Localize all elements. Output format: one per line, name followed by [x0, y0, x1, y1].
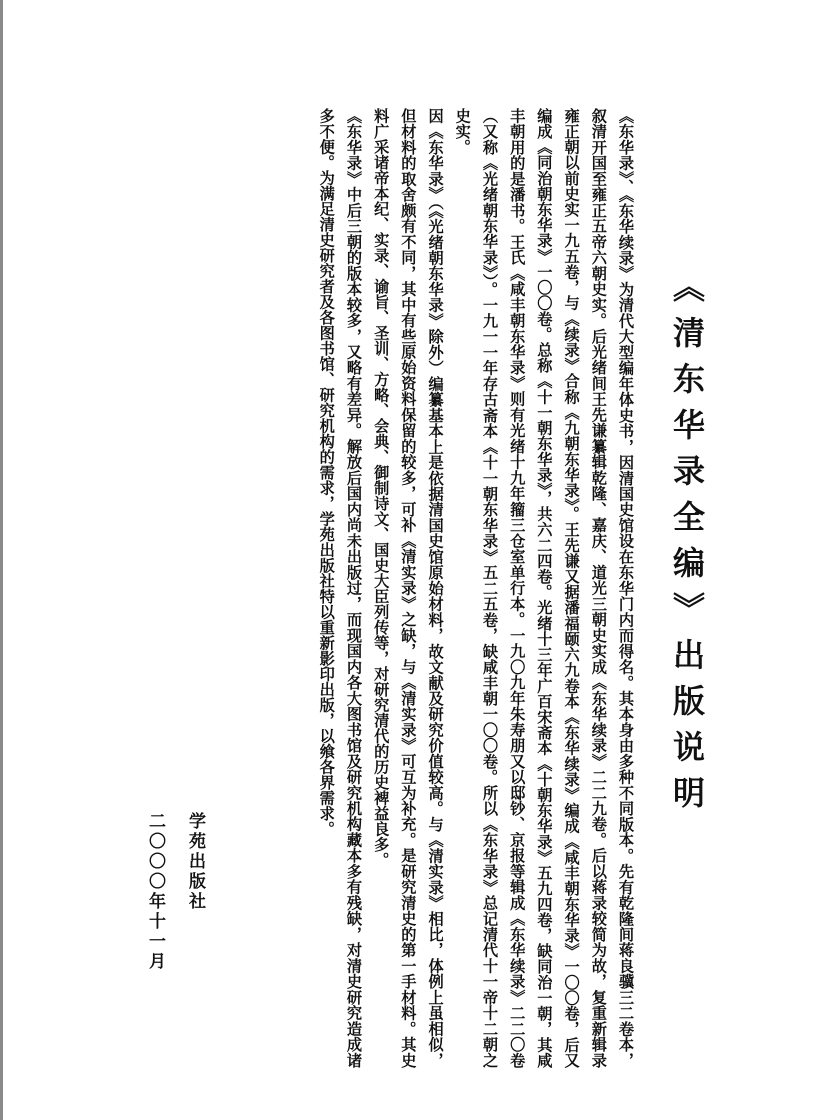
paragraph-1: 《东华录》、《东华续录》为清代大型编年体史书，因清国史馆设在东华门内而得名。其本身由多种不同版本。先有乾隆间蒋良骥三二卷本，叙清开国至雍正五帝六朝史实。后光绪间王先谦纂辑乾隆、嘉庆、道光三朝史实成《东华续录》二二九卷。后以蒋录较简为故，复重新辑录雍正朝以前史实一九五卷，与《续录》合称《九朝东华录》。王先谦又据潘福颐六九卷本《东华续录》编成《咸丰朝东华录》一〇〇卷，后又编成《同治朝东华录》一〇〇卷。总称《十一朝东华录》，共六二四卷。光绪十三年广百宋斋本《十朝东华录》五九四卷，缺同治一朝，其咸丰朝用的是潘书。王氏《咸丰朝东华录》则有光绪十九年籀三仓室单行本。一九〇九年朱寿朋又以邸钞、京报等辑成《东华续录》二二〇卷（又称《光绪朝东华录》）。一九一一年存古斋本《十一朝东华录》五二五卷，缺咸丰朝一〇〇卷。所以《东华录》总记清代十一帝十二朝之史实。: [453, 108, 635, 1068]
page-edge-line: [0, 0, 3, 1120]
paragraph-3: 《东华录》中后三朝的版本较多，又略有差异。解放后国内尚未出版过，而现国内各大图书馆及研究机构藏本多有残缺，对清史研究造成诸多不便。为满足清史研究者及各图书馆、研究机构的需求，学苑出版社特以重新影印出版，以飨各界需求。: [317, 108, 363, 1068]
signature-date: 二〇〇〇年十一月: [145, 812, 165, 972]
body-text: [244, 108, 639, 1068]
page-title: 《清东华录全编》出版说明: [668, 270, 706, 822]
publisher-signature: 学苑出版社: [185, 812, 205, 912]
paragraph-2: 因《东华录》（《光绪朝东华录》除外）编纂基本上是依据清国史馆原始材料，故文献及研究价值较高。与《清实录》相比，体例上虽相似，但材料的取舍颇有不同，其中有些原始资料保留的较多，可补《清实录》之缺，与《清实录》可互为补充。是研究清史的第一手材料。其史料广采诸帝本纪、实录、谕旨、圣训、方略、会典、御制诗文、国史大臣列传等，对研究清代的历史裨益良多。: [372, 108, 445, 1068]
